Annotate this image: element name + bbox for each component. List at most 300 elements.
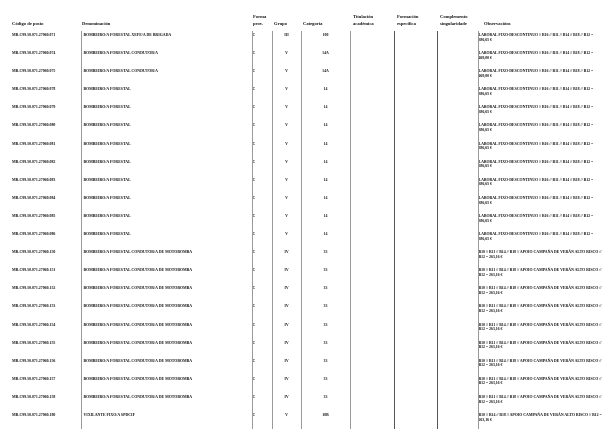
cell-grupo-text: V [285,195,288,200]
cell-denominacion [81,357,252,375]
cell-grupo [272,321,301,339]
cell-denominacion [81,339,252,357]
cell-categoria [301,230,350,248]
cell-titulacion [350,248,394,266]
cell-forma-text: C [252,105,256,110]
cell-codigo [11,248,81,266]
cell-codigo [11,230,81,248]
cell-denominacion [81,176,252,194]
cell-categoria-text: 33 [323,304,328,309]
cell-formacion [394,158,437,176]
cell-forma-text: C [252,286,256,291]
cell-grupo-text: V [285,105,288,110]
cell-codigo-text: MR.C99.50.071.27060.081 [12,141,56,146]
cell-categoria-text: 14 [323,159,328,164]
cell-grupo-text: V [285,232,288,237]
cell-forma-text: C [252,51,256,56]
cell-grupo-text: IV [284,358,289,363]
col-header-forma-line2: prov. [253,21,263,26]
cell-categoria [301,284,350,302]
cell-grupo-text: IV [284,322,289,327]
cell-forma [252,140,272,158]
cell-formacion [394,375,437,393]
cell-categoria [301,85,350,103]
cell-denominacion [81,284,252,302]
cell-categoria [301,176,350,194]
cell-denominacion-text: BOMBEIRO/A FORESTAL [83,177,131,182]
table-body [11,31,604,429]
table-row [11,158,604,176]
cell-forma [252,67,272,85]
cell-categoria-text: 14 [323,213,328,218]
cell-codigo-text: MR.C99.50.071.27060.158 [12,394,56,399]
col-header-categoria: Categoría [303,21,323,26]
cell-grupo [272,158,301,176]
cell-categoria-text: 14 [323,232,328,237]
cell-codigo [11,176,81,194]
col-header-titulacion-line1: Titulación [353,14,374,19]
cell-observacions-text: B10 // B11 // B14 // B18 // APOIO CAMPAÑA DE VERÁN ALTO RISCO // B12 = 263,16 € [478,268,602,277]
cell-observacions-text: LABORAL FIXO-DESCONTINUO // B16 // B11 // B14 // B18 // B12 = 386,65 € [478,87,594,96]
cell-observacions [478,85,604,103]
cell-complemento [437,302,478,320]
cell-forma-text: C [252,159,256,164]
cell-categoria [301,158,350,176]
cell-categoria-text: 33 [323,286,328,291]
cell-categoria-text: 33 [323,376,328,381]
cell-observacions [478,31,604,49]
cell-titulacion [350,411,394,429]
cell-categoria [301,266,350,284]
cell-categoria-text: 14 [323,195,328,200]
cell-categoria-text: 33 [323,250,328,255]
cell-denominacion-text: BOMBEIRO/A FORESTAL CONDUTOR/A [83,51,158,56]
cell-grupo [272,176,301,194]
cell-forma-text: C [252,358,256,363]
cell-codigo [11,140,81,158]
cell-formacion [394,212,437,230]
col-header-titulacion-line2: académica [353,21,374,26]
cell-forma [252,321,272,339]
cell-grupo-text: IV [284,394,289,399]
cell-categoria [301,194,350,212]
cell-complemento [437,158,478,176]
cell-grupo [272,248,301,266]
table-row [11,67,604,85]
cell-observacions [478,176,604,194]
cell-observacions-text: B10 // B11 // B14 // B18 // APOIO CAMPAÑA DE VERÁN ALTO RISCO // B12 = 263,16 € [478,322,602,332]
cell-complemento [437,85,478,103]
col-header-forma-line1: Forma [253,14,267,19]
cell-titulacion [350,339,394,357]
cell-observacions-text: LABORAL FIXO-DESCONTINUO // B16 // B11 // B14 // B18 // B12 = 469,00 € [478,69,594,78]
col-header-observacions: Observacións [484,21,511,26]
cell-forma [252,85,272,103]
cell-observacions [478,284,604,302]
cell-complemento [437,140,478,158]
cell-observacions-text: B10 // B11 // B14 // B18 // APOIO CAMPAÑA DE VERÁN ALTO RISCO // B12 = 263,16 € [478,250,602,259]
col-header-formacion-line2: específica [397,21,416,26]
cell-denominacion-text: BOMBEIRO/A FORESTAL [83,105,131,110]
cell-categoria [301,49,350,67]
cell-forma-text: C [252,213,256,218]
cell-denominacion [81,158,252,176]
cell-forma [252,393,272,411]
cell-codigo-text: MR.C99.50.071.27060.155 [12,340,56,345]
cell-titulacion [350,194,394,212]
cell-codigo-text: MR.C99.50.071.27060.082 [12,159,56,164]
table-row [11,121,604,139]
cell-grupo [272,230,301,248]
cell-forma-text: C [252,141,256,146]
cell-denominacion-text: BOMBEIRO/A FORESTAL [83,123,131,128]
cell-denominacion-text: BOMBEIRO/A FORESTAL [83,87,131,92]
cell-categoria [301,140,350,158]
cell-titulacion [350,67,394,85]
cell-codigo [11,212,81,230]
cell-denominacion [81,302,252,320]
cell-categoria [301,393,350,411]
cell-grupo-text: V [285,177,288,182]
cell-denominacion [81,49,252,67]
cell-categoria [301,411,350,429]
cell-complemento [437,194,478,212]
cell-grupo [272,393,301,411]
cell-complemento [437,357,478,375]
cell-grupo-text: IV [284,304,289,309]
cell-complemento [437,284,478,302]
cell-complemento [437,411,478,429]
cell-forma [252,158,272,176]
cell-forma-text: C [252,394,256,399]
cell-titulacion [350,158,394,176]
cell-codigo-text: MR.C99.50.071.27060.154 [12,322,56,327]
cell-observacions-text: B10 // B11 // B14 // B18 // APOIO CAMPAÑA DE VERÁN ALTO RISCO // B12 = 263,16 € [478,358,602,368]
cell-observacions [478,103,604,121]
cell-titulacion [350,140,394,158]
cell-complemento [437,266,478,284]
cell-grupo-text: IV [284,250,289,255]
cell-categoria-text: 33 [323,268,328,273]
cell-observacions-text: B10 // B11 // B14 // B18 // APOIO CAMPAÑA DE VERÁN ALTO RISCO // B12 = 263,16 € [478,376,602,386]
table-row [11,375,604,393]
cell-forma [252,266,272,284]
cell-forma-text: C [252,250,256,255]
cell-denominacion [81,194,252,212]
cell-codigo [11,121,81,139]
cell-denominacion [81,121,252,139]
table-row [11,176,604,194]
cell-observacions [478,230,604,248]
cell-grupo-text: V [285,87,288,92]
cell-complemento [437,375,478,393]
cell-forma [252,49,272,67]
cell-categoria-text: 33 [323,340,328,345]
cell-observacions [478,411,604,429]
cell-denominacion-text: BOMBEIRO/A FORESTAL [83,213,131,218]
cell-complemento [437,67,478,85]
cell-categoria [301,103,350,121]
cell-codigo [11,411,81,429]
cell-titulacion [350,266,394,284]
cell-grupo [272,49,301,67]
cell-denominacion-text: BOMBEIRO/A FORESTAL CONDUTOR/A DE MOTOBOMBA [83,250,193,255]
cell-grupo [272,121,301,139]
cell-denominacion [81,140,252,158]
cell-grupo [272,339,301,357]
cell-codigo [11,321,81,339]
cell-observacions [478,248,604,266]
cell-denominacion [81,31,252,49]
cell-codigo-text: MR.C99.50.071.27060.180 [12,412,56,417]
cell-denominacion-text: BOMBEIRO/A FORESTAL CONDUTOR/A DE MOTOBOMBA [83,394,193,399]
cell-forma [252,212,272,230]
col-header-formacion-line1: Formación [397,14,419,19]
cell-categoria-text: 10B [322,412,329,417]
table-row [11,230,604,248]
cell-codigo [11,357,81,375]
cell-observacions-text: B10 // B14 // B18 // APOIO CAMPAÑA DE VERÁN ALTO RISCO // B12 = 263,16 € [478,412,602,422]
cell-observacions [478,321,604,339]
cell-observacions [478,339,604,357]
cell-forma [252,302,272,320]
cell-complemento [437,49,478,67]
table-row [11,248,604,266]
cell-denominacion-text: BOMBEIRO/A FORESTAL [83,159,131,164]
cell-denominacion-text: VIXILANTE FIXO/A SPDCIF [83,412,135,417]
cell-forma [252,411,272,429]
cell-grupo-text: V [285,123,288,128]
cell-formacion [394,176,437,194]
cell-titulacion [350,31,394,49]
cell-formacion [394,67,437,85]
col-header-complemento-line2: singularidade [440,21,467,26]
cell-codigo-text: MR.C99.50.071.27060.080 [12,123,56,128]
cell-titulacion [350,121,394,139]
cell-observacions [478,158,604,176]
cell-denominacion-text: BOMBEIRO/A FORESTAL CONDUTOR/A DE MOTOBOMBA [83,286,193,291]
cell-formacion [394,321,437,339]
cell-grupo [272,67,301,85]
cell-codigo-text: MR.C99.50.071.27060.078 [12,87,56,92]
cell-grupo [272,85,301,103]
cell-grupo [272,212,301,230]
cell-complemento [437,176,478,194]
table-row [11,103,604,121]
cell-forma-text: C [252,268,256,273]
cell-observacions [478,375,604,393]
cell-categoria [301,375,350,393]
cell-forma-text: C [252,304,256,309]
cell-observacions-text: B10 // B11 // B14 // B18 // APOIO CAMPAÑA DE VERÁN ALTO RISCO // B12 = 263,16 € [478,286,602,296]
cell-observacions-text: LABORAL FIXO-DESCONTINUO // B16 // B11 // B14 // B18 // B12 = 386,65 € [478,232,594,241]
cell-categoria-text: 14 [323,105,328,110]
cell-forma-text: C [252,87,256,92]
cell-titulacion [350,357,394,375]
cell-categoria [301,321,350,339]
cell-forma-text: C [252,412,256,417]
cell-observacions [478,121,604,139]
cell-grupo-text: V [285,412,288,417]
cell-codigo-text: MR.C99.50.071.27060.083 [12,177,56,182]
cell-codigo [11,284,81,302]
cell-categoria-text: 14A [322,51,329,56]
cell-grupo [272,103,301,121]
col-header-grupo: Grupo [274,21,288,26]
cell-codigo [11,339,81,357]
cell-forma [252,248,272,266]
cell-complemento [437,230,478,248]
cell-observacions-text: LABORAL FIXO-DESCONTINUO // B16 // B11 // B14 // B18 // B12 = 386,65 € [478,177,594,187]
cell-codigo-text: MR.C99.50.071.27060.151 [12,268,56,273]
cell-codigo [11,302,81,320]
table-row [11,357,604,375]
cell-codigo-text: MR.C99.50.071.27060.075 [12,69,56,74]
cell-forma [252,194,272,212]
cell-denominacion-text: BOMBEIRO/A FORESTAL CONDUTOR/A DE MOTOBOMBA [83,304,193,309]
cell-denominacion [81,375,252,393]
cell-codigo-text: MR.C99.50.071.27060.079 [12,105,56,110]
cell-observacions-text: LABORAL FIXO-DESCONTINUO // B16 // B11 // B14 // B18 // B12 = 386,65 € [478,105,594,115]
cell-codigo-text: MR.C99.50.071.27060.085 [12,213,56,218]
cell-formacion [394,284,437,302]
cell-observacions-text: LABORAL FIXO-DESCONTINUO // B16 // B11 // B14 // B18 // B12 = 386,65 € [478,159,594,169]
cell-grupo-text: V [285,141,288,146]
cell-denominacion-text: BOMBEIRO/A FORESTAL [83,232,131,237]
cell-categoria-text: 14A [322,69,329,74]
cell-denominacion-text: BOMBEIRO/A FORESTAL [83,141,131,146]
cell-denominacion-text: BOMBEIRO/A FORESTAL CONDUTOR/A DE MOTOBOMBA [83,340,193,345]
table-row [11,339,604,357]
cell-titulacion [350,49,394,67]
cell-titulacion [350,230,394,248]
cell-codigo [11,266,81,284]
cell-formacion [394,393,437,411]
cell-grupo [272,140,301,158]
cell-observacions-text: LABORAL FIXO-DESCONTINUO // B16 // B11 // B14 // B18 // B12 = 386,65 € [478,33,594,42]
cell-forma-text: C [252,322,256,327]
cell-observacions-text: LABORAL FIXO-DESCONTINUO // B16 // B11 // B14 // B18 // B12 = 386,65 € [478,141,594,151]
cell-observacions [478,393,604,411]
cell-forma-text: C [252,195,256,200]
cell-complemento [437,393,478,411]
cell-forma [252,375,272,393]
cell-grupo-text: IV [284,286,289,291]
cell-codigo-text: MR.C99.50.071.27060.156 [12,358,56,363]
cell-grupo [272,411,301,429]
cell-denominacion [81,393,252,411]
cell-denominacion [81,248,252,266]
cell-formacion [394,411,437,429]
cell-codigo-text: MR.C99.50.071.27060.157 [12,376,56,381]
table-row [11,212,604,230]
cell-grupo-text: IV [284,340,289,345]
col-header-denominacion: Denominación [82,21,111,26]
cell-denominacion [81,321,252,339]
cell-codigo [11,375,81,393]
cell-forma-text: C [252,340,256,345]
cell-observacions-text: B10 // B11 // B14 // B18 // APOIO CAMPAÑA DE VERÁN ALTO RISCO // B12 = 263,16 € [478,340,602,350]
cell-codigo [11,67,81,85]
table-row [11,393,604,411]
cell-grupo-text: III [284,33,289,37]
cell-grupo-text: V [285,159,288,164]
cell-grupo [272,284,301,302]
cell-grupo [272,357,301,375]
cell-formacion [394,49,437,67]
cell-codigo-text: MR.C99.50.071.27060.150 [12,250,56,255]
cell-formacion [394,339,437,357]
cell-categoria [301,248,350,266]
cell-titulacion [350,176,394,194]
cell-denominacion-text: BOMBEIRO/A FORESTAL CONDUTOR/A DE MOTOBOMBA [83,268,193,273]
cell-formacion [394,140,437,158]
cell-complemento [437,339,478,357]
cell-categoria-text: 14 [323,123,328,128]
cell-formacion [394,248,437,266]
cell-complemento [437,248,478,266]
col-header-complemento-line1: Complemento [440,14,468,19]
table-row [11,31,604,49]
cell-categoria [301,302,350,320]
cell-titulacion [350,302,394,320]
cell-forma [252,121,272,139]
cell-forma-text: C [252,69,256,74]
col-header-codigo: Código de posto [12,21,44,26]
cell-codigo [11,393,81,411]
table-row [11,321,604,339]
cell-codigo-text: MR.C99.50.071.27060.084 [12,195,56,200]
table-row [11,85,604,103]
cell-forma [252,31,272,49]
cell-titulacion [350,393,394,411]
cell-formacion [394,194,437,212]
cell-denominacion [81,266,252,284]
cell-forma [252,357,272,375]
cell-categoria [301,357,350,375]
cell-denominacion [81,85,252,103]
cell-categoria-text: 33 [323,358,328,363]
table-row [11,49,604,67]
cell-forma [252,230,272,248]
table-row [11,266,604,284]
cell-categoria-text: 14 [323,177,328,182]
cell-codigo [11,103,81,121]
cell-observacions-text: LABORAL FIXO-DESCONTINUO // B16 // B11 // B14 // B18 // B12 = 469,00 € [478,51,594,60]
cell-categoria [301,121,350,139]
cell-observacions [478,266,604,284]
positions-table [11,31,604,429]
cell-observacions [478,212,604,230]
cell-formacion [394,230,437,248]
cell-denominacion-text: BOMBEIRO/A FORESTAL CONDUTOR/A DE MOTOBOMBA [83,376,193,381]
cell-forma [252,176,272,194]
cell-denominacion [81,67,252,85]
cell-codigo [11,194,81,212]
cell-denominacion [81,411,252,429]
cell-denominacion-text: BOMBEIRO/A FORESTAL [83,195,131,200]
cell-denominacion-text: BOMBEIRO/A FORESTAL XEFE/A DE BRIGADA [83,33,172,37]
cell-titulacion [350,103,394,121]
cell-titulacion [350,212,394,230]
cell-formacion [394,266,437,284]
cell-observacions [478,67,604,85]
cell-codigo-text: MR.C99.50.071.27060.071 [12,33,56,37]
table-row [11,411,604,429]
cell-grupo [272,194,301,212]
cell-observacions [478,49,604,67]
cell-observacions [478,140,604,158]
